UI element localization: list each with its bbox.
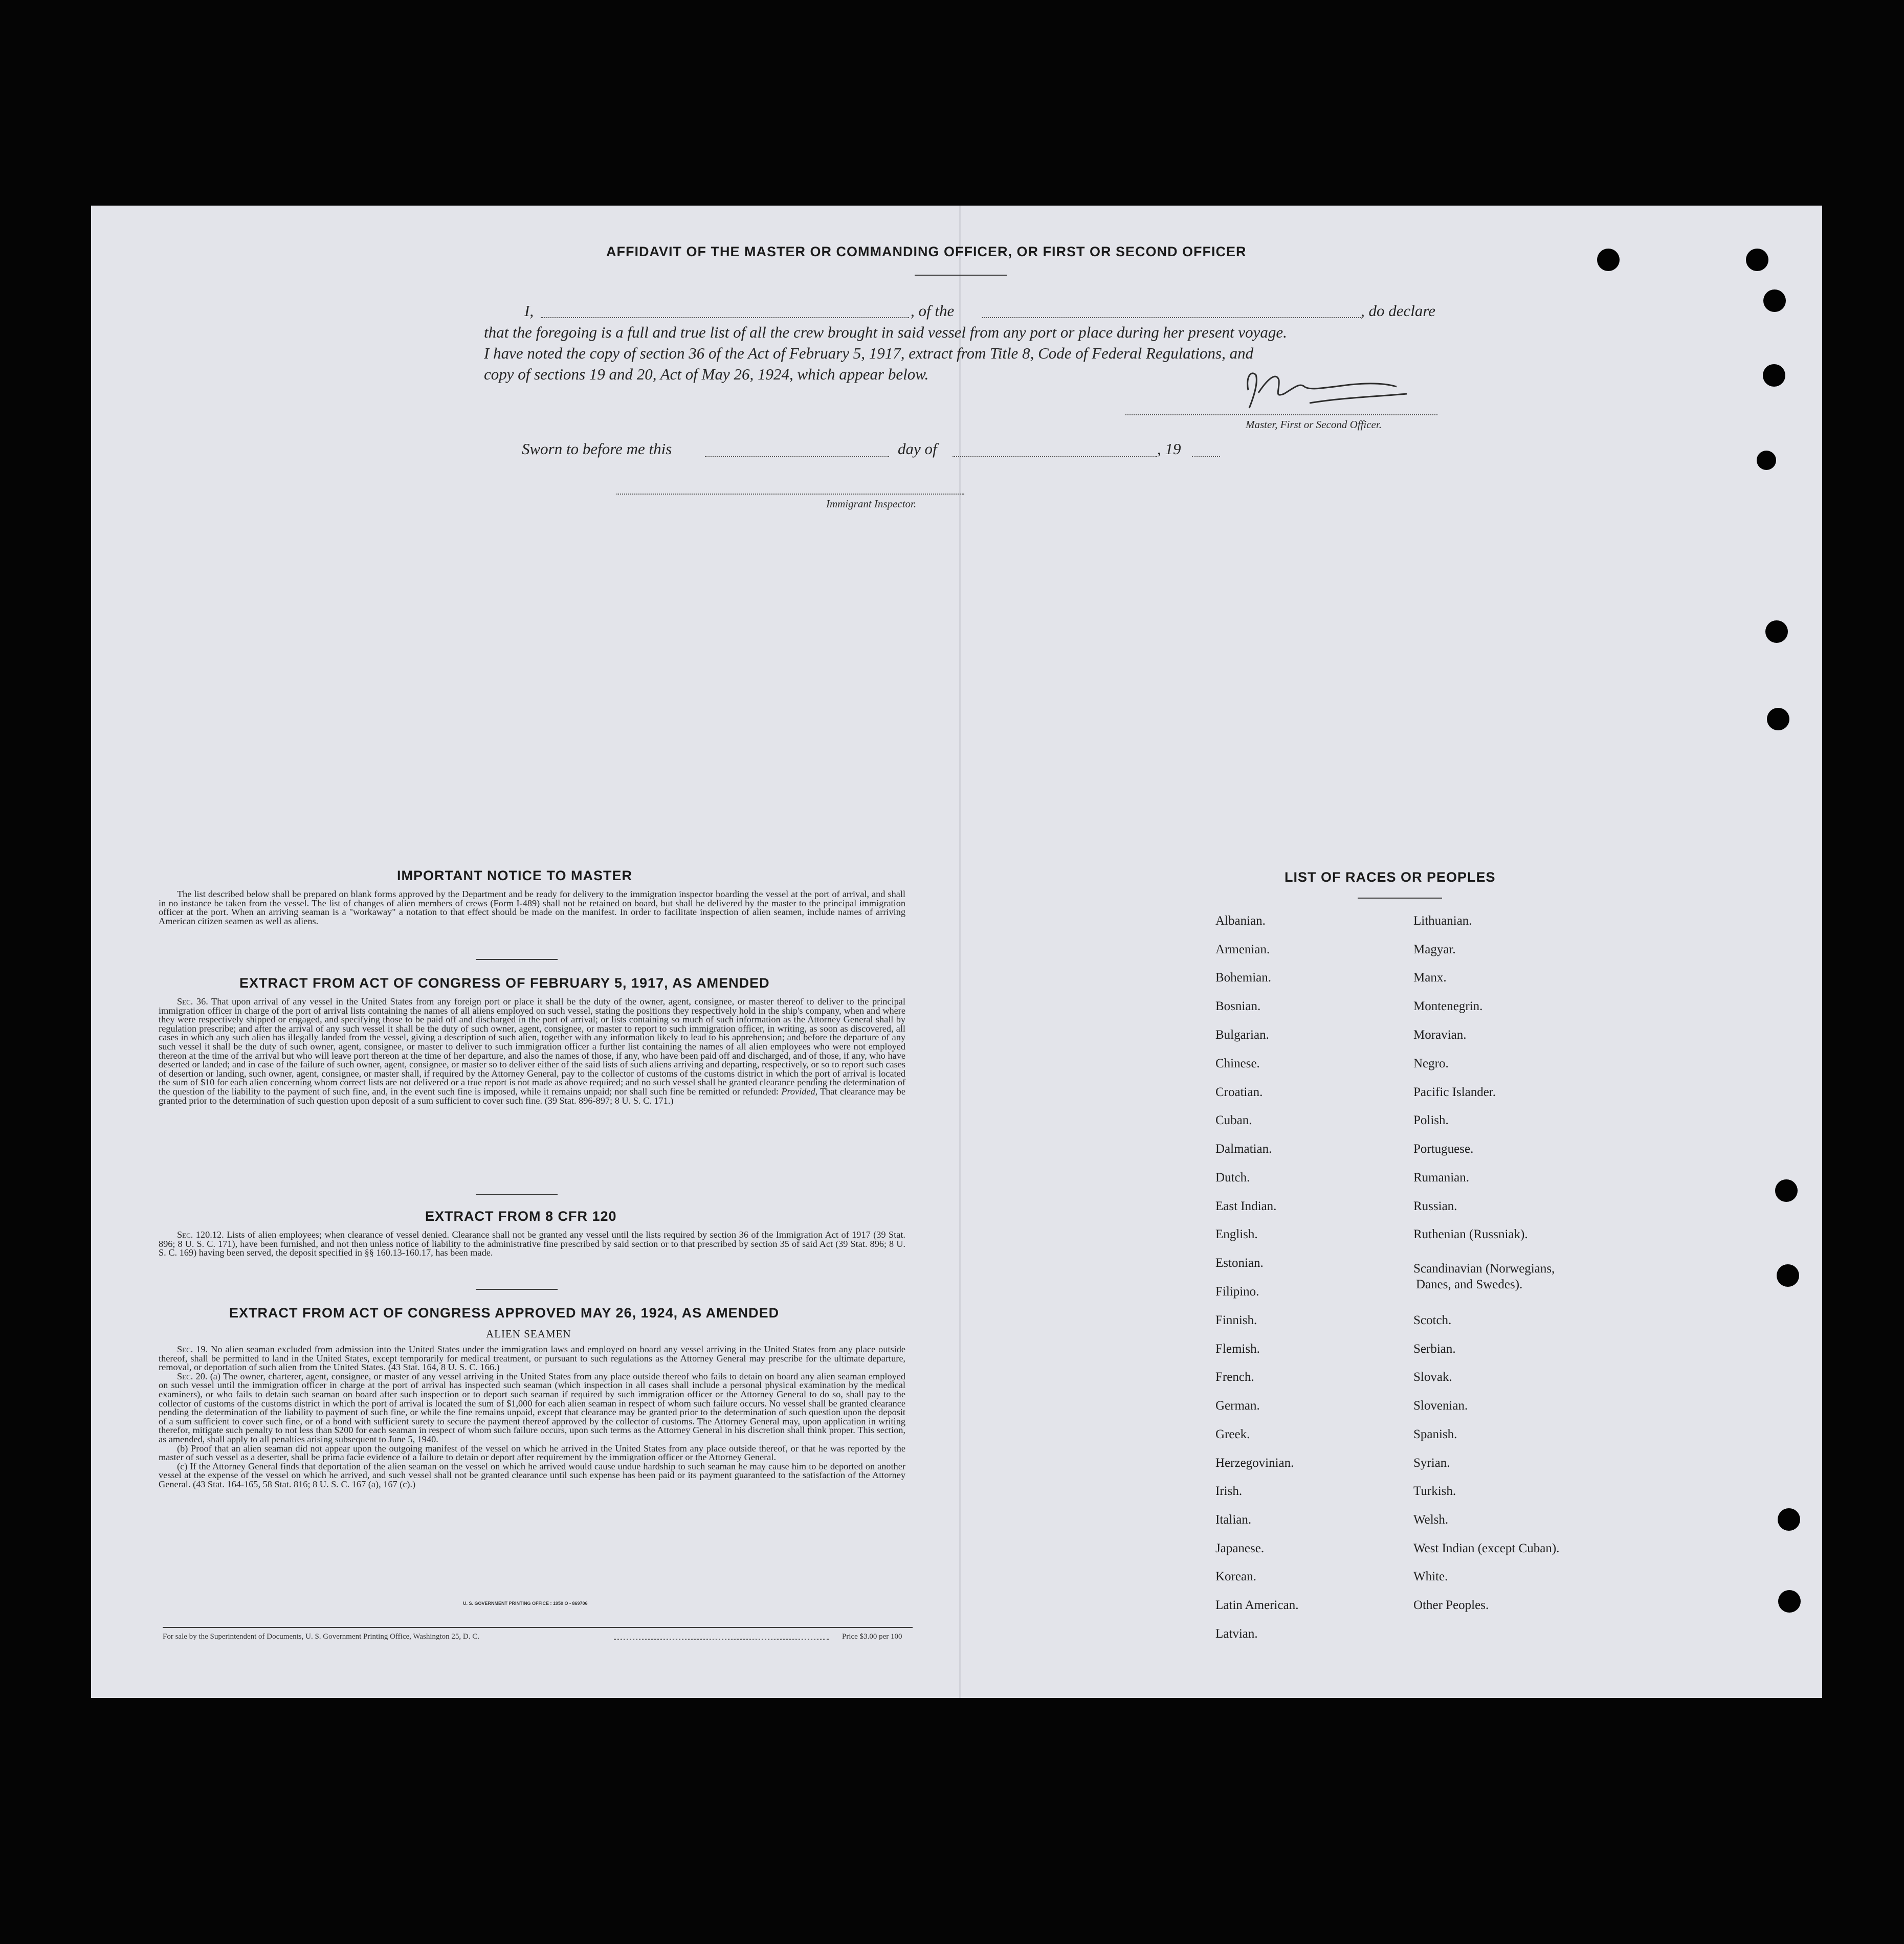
punch-hole <box>1777 1264 1799 1287</box>
notice-title: IMPORTANT NOTICE TO MASTER <box>397 868 632 883</box>
footer-price: Price $3.00 per 100 <box>842 1633 902 1641</box>
race-item: Slovenian. <box>1413 1399 1468 1413</box>
signature-caption: Master, First or Second Officer. <box>1246 418 1382 431</box>
race-item: Finnish. <box>1215 1313 1257 1327</box>
affidavit-of-the-label: , of the <box>911 302 955 320</box>
races-title: LIST OF RACES OR PEOPLES <box>1285 869 1496 885</box>
race-item: Polish. <box>1413 1113 1449 1127</box>
footer-rule <box>163 1627 913 1628</box>
divider <box>476 959 558 960</box>
affidavit-title: AFFIDAVIT OF THE MASTER OR COMMANDING OFFICER, OR FIRST OR SECOND OFFICER <box>606 244 1247 259</box>
master-signature-line[interactable] <box>1125 414 1437 415</box>
divider <box>476 1194 558 1195</box>
race-item: East Indian. <box>1215 1199 1277 1213</box>
master-signature <box>1228 362 1417 418</box>
race-item: English. <box>1215 1227 1258 1241</box>
punch-hole <box>1767 708 1789 730</box>
affidavit-declare-label: , do declare <box>1361 302 1436 320</box>
race-item: Bosnian. <box>1215 999 1261 1013</box>
race-item: Latin American. <box>1215 1598 1299 1612</box>
punch-hole <box>1775 1179 1798 1202</box>
race-item: Dalmatian. <box>1215 1142 1272 1156</box>
race-item: Rumanian. <box>1413 1171 1470 1185</box>
race-item: Latvian. <box>1215 1627 1258 1641</box>
race-item: Filipino. <box>1215 1285 1259 1299</box>
race-item: Negro. <box>1413 1057 1449 1070</box>
divider <box>1358 898 1442 899</box>
race-item: Ruthenian (Russniak). <box>1413 1227 1528 1241</box>
punch-hole <box>1597 249 1620 271</box>
race-item: Pacific Islander. <box>1413 1085 1496 1099</box>
sworn-day-field[interactable] <box>705 456 889 457</box>
race-item: Syrian. <box>1413 1456 1450 1470</box>
race-item: Irish. <box>1215 1484 1243 1498</box>
affidavit-statement-line: I have noted the copy of section 36 of the Act of February 5, 1917, extract from Title 8, Code of Federal Regulations, and <box>484 344 1254 362</box>
race-item: Bohemian. <box>1215 971 1272 985</box>
race-item: White. <box>1413 1570 1448 1583</box>
sworn-label: Sworn to before me this <box>522 440 672 458</box>
race-item: Spanish. <box>1413 1427 1457 1441</box>
punch-hole <box>1763 364 1785 387</box>
race-item: Portuguese. <box>1413 1142 1474 1156</box>
divider <box>915 275 1007 276</box>
section-label: Sec. 20. <box>177 1371 208 1381</box>
sworn-year-field[interactable] <box>1192 456 1220 457</box>
punch-hole <box>1757 451 1776 470</box>
race-item: Bulgarian. <box>1215 1028 1269 1042</box>
sworn-month-field[interactable] <box>953 456 1157 457</box>
race-item: Manx. <box>1413 971 1447 985</box>
race-item: Turkish. <box>1413 1484 1456 1498</box>
race-item: Korean. <box>1215 1570 1256 1583</box>
race-item: Serbian. <box>1413 1342 1456 1356</box>
race-item: Dutch. <box>1215 1171 1250 1185</box>
race-item: Flemish. <box>1215 1342 1260 1356</box>
printing-office-line: U. S. GOVERNMENT PRINTING OFFICE : 1950 O - 869706 <box>463 1601 588 1606</box>
race-item: Italian. <box>1215 1513 1252 1527</box>
race-item: Croatian. <box>1215 1085 1263 1099</box>
inspector-signature-line[interactable] <box>616 494 964 495</box>
race-item: Slovak. <box>1413 1370 1452 1384</box>
vessel-name-field[interactable] <box>982 317 1361 318</box>
footer-leader <box>614 1639 829 1640</box>
sworn-day-of-label: day of <box>898 440 937 458</box>
center-fold <box>959 206 961 1698</box>
footer-sale-note: For sale by the Superintendent of Documents, U. S. Government Printing Office, Washington 25, D. C. <box>163 1633 479 1641</box>
race-item: French. <box>1215 1370 1254 1384</box>
punch-hole <box>1778 1508 1800 1531</box>
extract-cfr-title: EXTRACT FROM 8 CFR 120 <box>425 1209 617 1224</box>
affidavit-statement-line: copy of sections 19 and 20, Act of May 26, 1924, which appear below. <box>484 365 929 383</box>
race-item: West Indian (except Cuban). <box>1413 1541 1560 1555</box>
race-item: Chinese. <box>1215 1057 1260 1070</box>
punch-hole <box>1763 289 1786 312</box>
race-item: Other Peoples. <box>1413 1598 1489 1612</box>
race-item: Cuban. <box>1215 1113 1252 1127</box>
race-item: Scandinavian (Norwegians, <box>1413 1262 1555 1276</box>
punch-hole <box>1746 249 1768 271</box>
extract-1917-title: EXTRACT FROM ACT OF CONGRESS OF FEBRUARY 5, 1917, AS AMENDED <box>239 975 770 991</box>
notice-text: The list described below shall be prepared on blank forms approved by the Department and be ready for delivery to the immigration inspector boarding the vessel at the port of arrival, and shall in no instance be taken from the vessel. The list of changes of alien members of crews (Form I-489) shall not be retained on board, but shall be delivered by the master to the principal immigration officer at the port. When an arriving seaman is a "workaway" a notation to that effect should be made on the manifest. In order to facilitate inspection of alien seamen, include names of arriving American citizen seamen as well as aliens. <box>159 889 905 926</box>
alien-seamen-subtitle: ALIEN SEAMEN <box>486 1328 571 1340</box>
punch-hole <box>1778 1590 1801 1613</box>
race-item: Herzegovinian. <box>1215 1456 1294 1470</box>
race-item: Russian. <box>1413 1199 1457 1213</box>
affidavit-i-label: I, <box>524 302 534 320</box>
race-item: Danes, and Swedes). <box>1416 1278 1523 1291</box>
race-item: Armenian. <box>1215 943 1270 956</box>
race-item: Greek. <box>1215 1427 1250 1441</box>
sworn-year-label: , 19 <box>1157 440 1181 458</box>
race-item: Japanese. <box>1215 1541 1265 1555</box>
section-label: Sec. 120.12. <box>177 1230 224 1240</box>
race-item: Albanian. <box>1215 914 1266 928</box>
race-item: Montenegrin. <box>1413 999 1483 1013</box>
extract-1917-text: Sec. 36. That upon arrival of any vessel in the United States from any foreign port or place it shall be the duty of the owner, agent, consignee, or master thereof to deliver to the principal immigration officer in charge of the port of arrival lists containing the names of all aliens employed on such vessel, stating the positions they respectively hold in the ship's company, when and where they were respectively shipped or engaged, and specifying those to be paid off and discharged in the port of arrival; or lists containing so much of such information as the Attorney General shall by regulation prescribe; and after the arrival of any such vessel it shall be the duty of such owner, agent, consignee, or master to report to such immigration officer, in writing, as soon as discovered, all cases in which any such alien has illegally landed from the vessel, giving a description of such alien, together with any information likely to lead to his apprehension; and before the departure of any such vessel it shall be the duty of such owner, agent, consignee, or master to deliver to such immigration officer a further list containing the names of all alien employees who were not employed thereon at the time of the arrival but who will leave port thereon at the time of her departure, and also the names of those, if any, who have been paid off and discharged, and of those, if any, who have deserted or landed; and in case of the failure of such owner, agent, consignee, or master so to deliver either of the said lists of such aliens arriving and departing, respectively, or so to report such cases of desertion or landing, such owner, agent, consignee, or master shall, if required by the Attorney General, pay to the collector of customs of the customs district in which the port of arrival is located the sum of $10 for each alien concerning whom correct lists are not delivered or a true report is not made as above required; and no such vessel shall be granted clearance pending the determination of the question of the liability to the payment of such fine, and, in the event such fine is imposed, while it remains unpaid; nor shall such fine be remitted or refunded: Provided, That clearance may be granted prior to the determination of such question upon deposit of a sum sufficient to cover such fine. (39 Stat. 896-897; 8 U. S. C. 171.) <box>159 996 905 1106</box>
race-item: German. <box>1215 1399 1260 1413</box>
punch-hole <box>1765 620 1788 643</box>
race-item: Welsh. <box>1413 1513 1449 1527</box>
extract-1924-title: EXTRACT FROM ACT OF CONGRESS APPROVED MAY 26, 1924, AS AMENDED <box>229 1305 780 1321</box>
race-item: Magyar. <box>1413 943 1456 956</box>
race-item: Moravian. <box>1413 1028 1467 1042</box>
section-label: Sec. 19. <box>177 1344 208 1354</box>
extract-cfr-text: Sec. 120.12. Lists of alien employees; when clearance of vessel denied. Clearance shall not be granted any vessel until the lists required by section 36 of the Immigration Act of 1917 (39 Stat. 896; 8 U. S. C. 171), have been furnished, and not then unless notice of liability to the administrative fine prescribed by said section or to that prescribed by section 35 of said Act (39 Stat. 896; 8 U. S. C. 169) having been served, the deposit specified in §§ 160.13-160.17, has been made. <box>159 1230 905 1258</box>
section-label: Sec. 36. <box>177 996 208 1007</box>
inspector-caption: Immigrant Inspector. <box>826 498 917 510</box>
race-item: Scotch. <box>1413 1313 1452 1327</box>
extract-1924-text: Sec. 19. No alien seaman excluded from admission into the United States under the immigration laws and employed on board any vessel arriving in the United States from any place outside thereof, shall be permitted to land in the United States, except temporarily for medical treatment, or pursuant to such regulations as the Attorney General may prescribe for the ultimate departure, removal, or deportation of such alien from the United States. (43 Stat. 164, 8 U. S. C. 166.) Sec. 20. (a) The owner, charterer, agent, consignee, or master of any vessel arriving in the United States from any place outside thereof who fails to detain on board any alien seaman employed on such vessel until the immigration officer in charge at the port of arrival has inspected such seaman (which inspection in all cases shall include a personal physical examination by the medical examiners), or who fails to detain such seaman on board after such inspection or to deport such seaman if required by such immigration officer or the Attorney General to do so, shall pay to the collector of customs of the customs district in which the port of arrival is located the sum of $1,000 for each alien seaman in respect of whom such failure occurs. No vessel shall be granted clearance pending the determination of the liability to payment of such fine, or while the fine remains unpaid, except that clearance may be granted prior to the determination of such question upon the deposit of a sum sufficient to cover such fine, or of a bond with sufficient surety to secure the payment thereof approved by the collector of customs. The Attorney General may, upon application in writing therefor, mitigate such penalty to not less than $200 for each seaman in respect of whom such failure occurs, upon such terms as the Attorney General in his discretion shall think proper. This section, as amended, shall apply to all penalties arising subsequent to June 5, 1940. (b) Proof that an alien seaman did not appear upon the outgoing manifest of the vessel on which he arrived in the United States from any place outside thereof, or that he was reported by the master of such vessel as a deserter, shall be prima facie evidence of a failure to detain or deport after requirement by the immigration officer or the Attorney General. (c) If the Attorney General finds that deportation of the alien seaman on the vessel on which he arrived would cause undue hardship to such seaman he may cause him to be deported on another vessel at the expense of the vessel on which he arrived, and such vessel shall not be granted clearance until such expense has been paid or its payment guaranteed to the satisfaction of the Attorney General. (43 Stat. 164-165, 58 Stat. 816; 8 U. S. C. 167 (a), 167 (c).) <box>159 1344 905 1489</box>
affidavit-statement-line: that the foregoing is a full and true list of all the crew brought in said vessel from any port or place during her present voyage. <box>484 323 1287 341</box>
divider <box>476 1289 558 1290</box>
race-item: Estonian. <box>1215 1256 1264 1270</box>
master-name-field[interactable] <box>541 317 909 318</box>
race-item: Lithuanian. <box>1413 914 1472 928</box>
